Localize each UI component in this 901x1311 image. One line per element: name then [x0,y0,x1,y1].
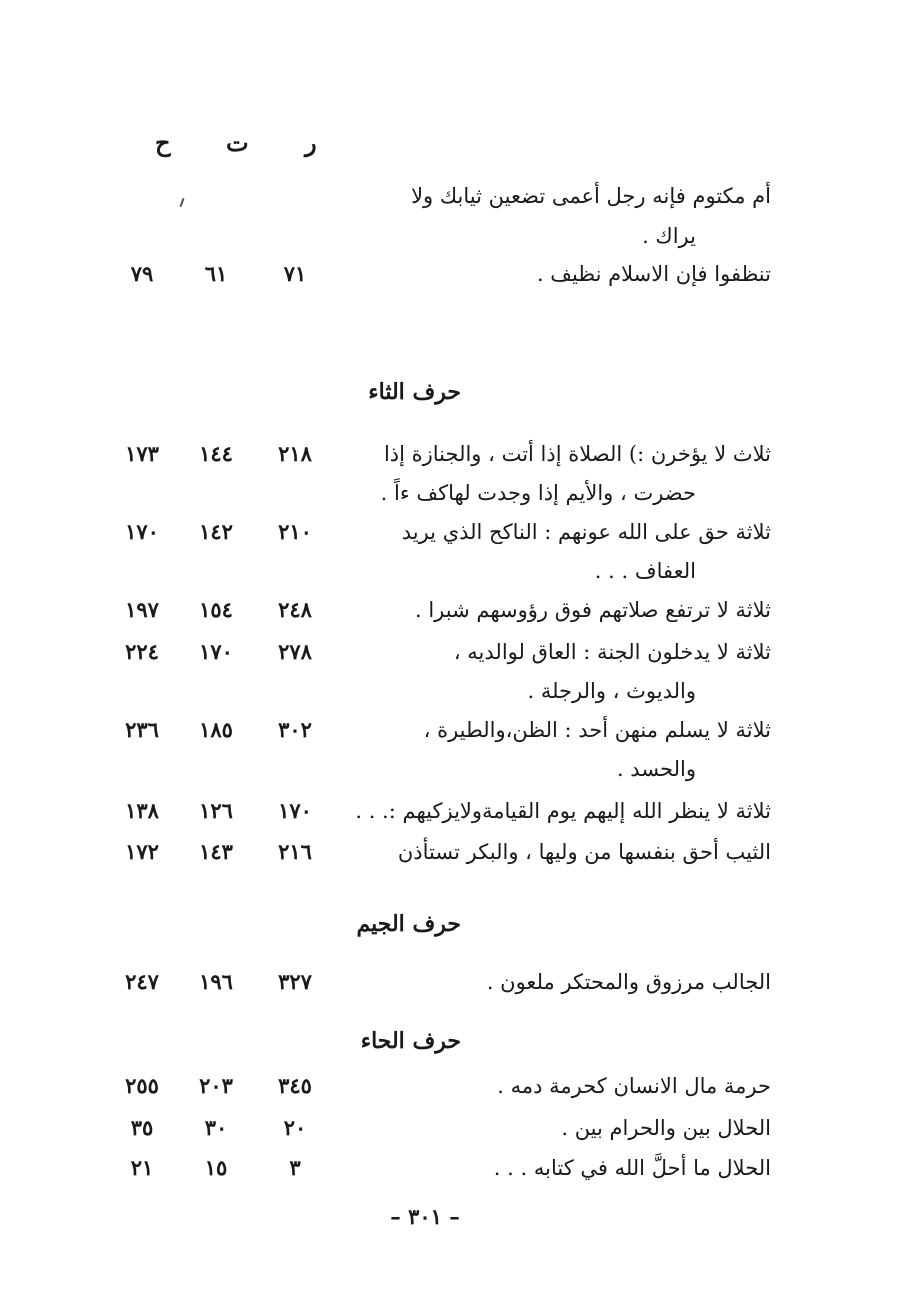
ref-number: ١٩٦ [199,969,233,994]
entry-text: ثلاثة لا يدخلون الجنة : العاق لوالديه ، [453,640,771,664]
ref-number: ٢٥٥ [125,1073,159,1098]
list-item [0,632,901,672]
column-header-ra: ر [305,128,317,157]
list-item [0,962,901,1002]
section-heading-tha: حرف الثاء [368,379,461,405]
entry-text: الحلال بين والحرام بين . [561,1116,771,1140]
list-item-continuation [0,216,901,256]
list-item-continuation [0,671,901,711]
section-heading-ha: حرف الحاء [360,1028,461,1054]
page-number: – ٣٠١ – [390,1204,460,1229]
ref-number: ١٤٤ [199,441,233,466]
list-item [0,434,901,474]
ref-number: ٢١ [130,1155,154,1180]
entry-text: الجالب مرزوق والمحتكر ملعون . [486,970,771,994]
ref-number: ٣٢٧ [278,969,312,994]
ref-number: ١٤٣ [199,839,233,864]
list-item [0,254,901,294]
ref-number: ٢١٨ [278,441,312,466]
entry-text: الحلال ما أحلَّ الله في كتابه . . . [493,1156,771,1180]
entry-text-continuation: والحسد . [616,757,696,781]
ref-number: ١٩٧ [125,597,159,622]
ref-number: ١٧٣ [125,441,159,466]
entry-text: حرمة مال الانسان كحرمة دمه . [497,1074,771,1098]
entry-text: تنظفوا فإن الاسلام نظيف . [536,262,771,286]
list-item [0,512,901,552]
ref-number: ٣٤٥ [278,1073,312,1098]
entry-text-continuation: يراك . [642,224,696,248]
ref-number: ٣٠٢ [278,717,312,742]
ref-number: ٢١٦ [278,839,312,864]
entry-text-continuation: حضرت ، والأيم إذا وجدت لهاكف ءاً . [380,481,696,505]
list-item-continuation [0,749,901,789]
ref-number: ٢٤٧ [125,969,159,994]
entry-text: ثلاثة حق على الله عونهم : الناكح الذي يريد [401,520,771,544]
ref-number: ٣٠ [204,1115,228,1140]
entry-text: ثلاثة لا ينظر الله إليهم يوم القيامةولايزكيهم :. . . [355,799,771,823]
list-item [0,791,901,831]
ref-number: ٢٧٨ [278,639,312,664]
list-item [0,1148,901,1188]
ref-number: ١٣٨ [125,798,159,823]
list-item [0,1108,901,1148]
ref-number: ٢٠٣ [199,1073,233,1098]
list-item [0,710,901,750]
ref-number: ١٧٠ [199,639,233,664]
ref-number: ١٥ [204,1155,228,1180]
entry-text: ثلاثة لا يسلم منهن أحد : الظن،والطيرة ، [423,718,771,742]
ref-number: ١٨٥ [199,717,233,742]
entry-text: ثلاثة لا ترتفع صلاتهم فوق رؤوسهم شبرا . [414,598,771,622]
ref-number: ٣ [289,1155,301,1180]
ref-number: ١٥٤ [199,597,233,622]
column-header-ha: ح [155,128,171,157]
column-header-ta: ت [226,128,249,157]
list-item [0,590,901,630]
ref-number: ١٢٦ [199,798,233,823]
section-heading-jim: حرف الجيم [356,911,461,937]
list-item [0,1066,901,1106]
ref-number: ٢٤٨ [278,597,312,622]
ref-number: ٢٣٦ [125,717,159,742]
ref-number: ٣٥ [130,1115,154,1140]
ref-number: ١٧٢ [125,839,159,864]
ref-number: ١٧٠ [125,519,159,544]
ref-number: ٦١ [204,261,228,286]
ref-number: ٢٢٤ [125,639,159,664]
entry-text: الثيب أحق بنفسها من وليها ، والبكر تستأذن [397,840,771,864]
list-item [0,832,901,872]
entry-text: أم مكتوم فإنه رجل أعمى تضعين ثيابك ولا [411,184,771,208]
ref-number: ١٧٠ [278,798,312,823]
entry-text: ثلاث لا يؤخرن :) الصلاة إذا أتت ، والجنازة إذا [383,442,771,466]
ref-number: ٢١٠ [278,519,312,544]
ref-number: ٧١ [283,261,307,286]
entry-text-continuation: والديوث ، والرجلة . [527,679,696,703]
list-item [0,176,901,216]
ref-number: ١٤٢ [199,519,233,544]
ref-number: ٧٩ [130,261,154,286]
list-item-continuation [0,473,901,513]
entry-text-continuation: العفاف . . . [594,559,696,583]
list-item-continuation [0,551,901,591]
ref-number: ٢٠ [283,1115,307,1140]
